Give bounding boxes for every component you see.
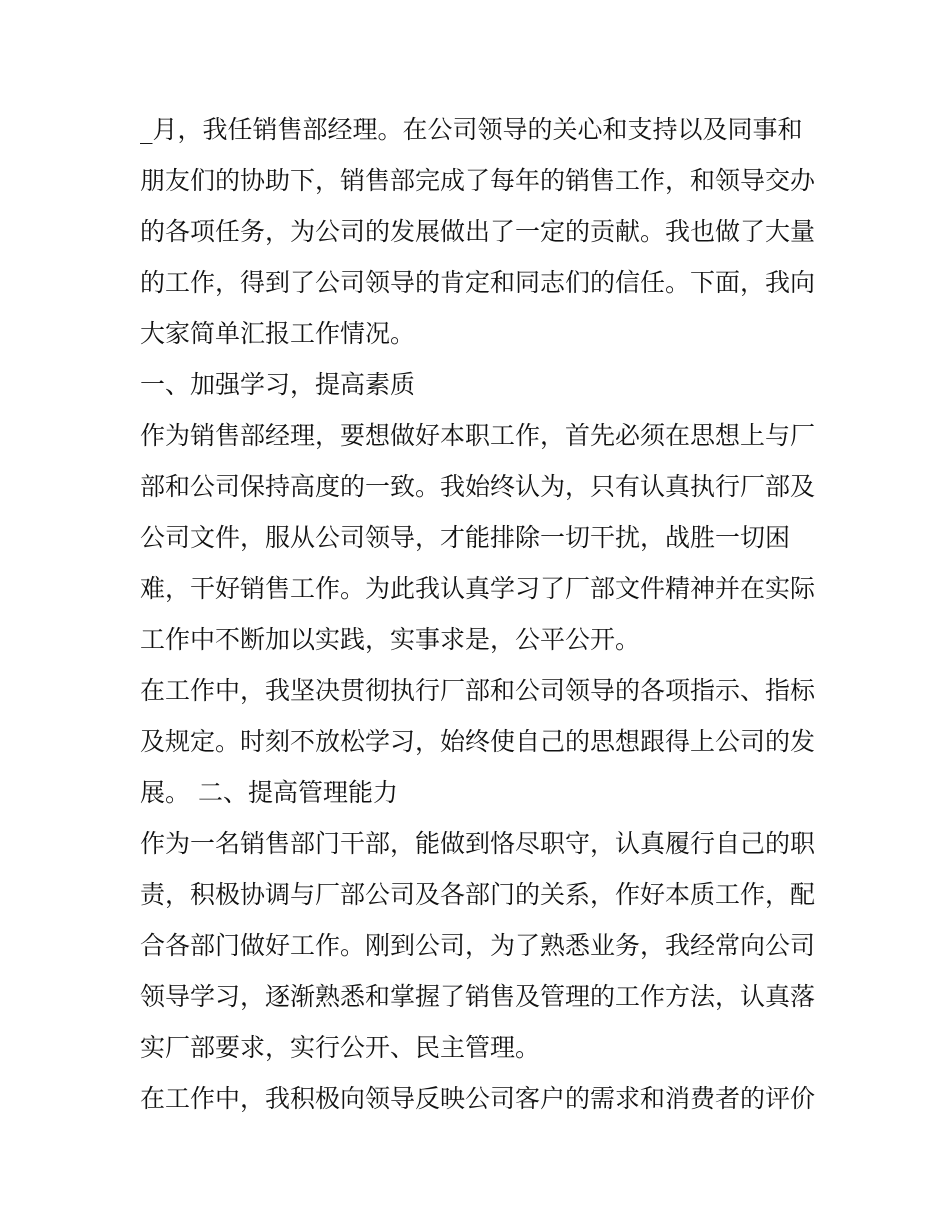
text-line-20: 在工作中，我积极向领导反映公司客户的需求和消费者的评价: [140, 1084, 816, 1113]
text-line-9: 公司文件，服从公司领导，才能排除一切干扰，战胜一切困: [140, 523, 791, 552]
text-line-18: 领导学习，逐渐熟悉和掌握了销售及管理的工作方法，认真落: [140, 982, 816, 1011]
text-line-12: 在工作中，我坚决贯彻执行厂部和公司领导的各项指示、指标: [140, 676, 816, 705]
text-line-3: 的各项任务，为公司的发展做出了一定的贡献。我也做了大量: [140, 217, 816, 246]
text-line-8: 部和公司保持高度的一致。我始终认为，只有认真执行厂部及: [140, 472, 816, 501]
text-line-11: 工作中不断加以实践，实事求是，公平公开。: [140, 625, 641, 654]
document-body: [140, 104, 830, 1124]
text-line-15: 作为一名销售部门干部，能做到恪尽职守，认真履行自己的职: [140, 829, 816, 858]
section-heading-1: 一、加强学习，提高素质: [140, 370, 416, 399]
text-line-4: 的工作，得到了公司领导的肯定和同志们的信任。下面，我向: [140, 268, 816, 297]
text-line-1: _月，我任销售部经理。在公司领导的关心和支持以及同事和: [140, 115, 803, 144]
text-line-2: 朋友们的协助下，销售部完成了每年的销售工作，和领导交办: [140, 166, 816, 195]
text-line-14: 展。 二、提高管理能力: [140, 778, 398, 807]
text-line-16: 责，积极协调与厂部公司及各部门的关系，作好本质工作，配: [140, 880, 816, 909]
text-line-10: 难，干好销售工作。为此我认真学习了厂部文件精神并在实际: [140, 574, 816, 603]
text-line-5: 大家简单汇报工作情况。: [140, 319, 416, 348]
text-line-7: 作为销售部经理，要想做好本职工作，首先必须在思想上与厂: [140, 421, 816, 450]
text-line-19: 实厂部要求，实行公开、民主管理。: [140, 1033, 541, 1062]
text-line-17: 合各部门做好工作。刚到公司，为了熟悉业务，我经常向公司: [140, 931, 816, 960]
text-line-13: 及规定。时刻不放松学习，始终使自己的思想跟得上公司的发: [140, 727, 816, 756]
